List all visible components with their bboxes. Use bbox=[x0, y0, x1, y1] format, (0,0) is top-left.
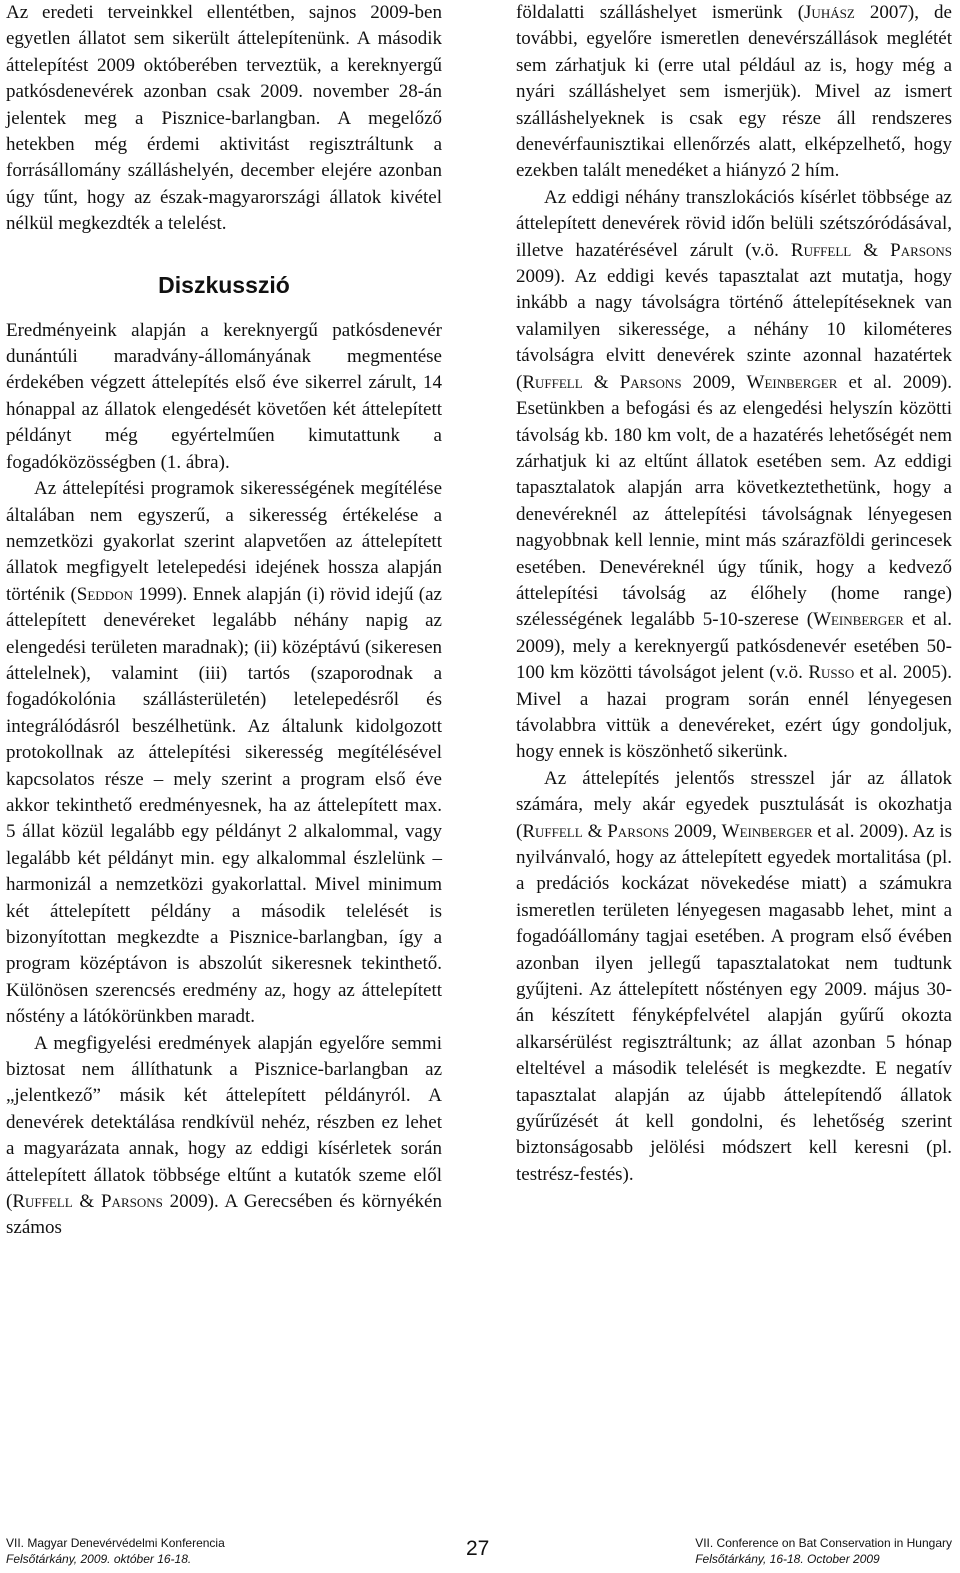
author-reference: Ruffell bbox=[790, 239, 852, 261]
discussion-paragraph-2 bbox=[6, 476, 442, 1031]
page-footer bbox=[0, 1535, 960, 1573]
text-run: 2009). A Gerecsében és környékén számos bbox=[6, 1191, 442, 1239]
translocation-paragraph bbox=[516, 185, 952, 766]
footer-date-hu-text: Felsőtárkány, 2009. október 16-18. bbox=[6, 1552, 192, 1566]
text-run: 2009). Az eddigi kevés tapasztalat azt mutatja, hogy inkább a nagy távolságra történő áttelepítéseknek van valamilyen sikeressége, a néhány 10 kilométeres távolságra elvitt denevérek szinte azonnal hazatértek ( bbox=[516, 266, 952, 393]
footer-conference-hu: VII. Magyar Denevérvédelmi Konferencia bbox=[6, 1536, 225, 1550]
text-run: Az eddigi néhány transzlokációs kísérlet többsége az áttelepített denevérek rövid időn belüli szétszóródásával, illetve hazatérésével zárult (v.ö. bbox=[516, 186, 952, 261]
text-run: földalatti szálláshelyet ismerünk ( bbox=[516, 2, 805, 23]
text-run: 2009, bbox=[669, 820, 722, 842]
author-reference: Juhász bbox=[804, 2, 855, 23]
text-run: & bbox=[582, 820, 608, 842]
author-reference: Weinberger bbox=[721, 820, 813, 842]
text-run: A megfigyelési eredmények alapján egyelőre semmi biztosat nem állíthatunk a Pisznice-barlangban az „jelentkező” másik két áttelepített példányról. A denevérek detektálása rendkívül nehéz, részben ez lehet a magyarázata annak, hogy az eddigi kísérletek során áttelepített állatok többsége eltűnt a kutatók szeme elől ( bbox=[6, 1032, 442, 1213]
continued-paragraph bbox=[516, 0, 952, 185]
author-reference: Parsons bbox=[619, 371, 682, 393]
text-run: et al. 2005). Mivel a hazai program során ennél lényegesen távolabbra vittük a denevéreket, ezért úgy gondoljuk, hogy ennek is köszönhető sikerünk. bbox=[516, 662, 952, 763]
author-reference: Russo bbox=[808, 662, 855, 684]
author-reference: Parsons bbox=[607, 820, 670, 842]
text-run: Az áttelepítés jelentős stresszel jár az állatok számára, mely akár egyedek pusztulását is okozhatja ( bbox=[516, 767, 952, 842]
author-reference: Ruffell bbox=[522, 820, 583, 842]
author-reference: Ruffell bbox=[522, 371, 583, 393]
page-number: 27 bbox=[466, 1537, 490, 1560]
footer-date-en-text: Felsőtárkány, 16-18. October 2009 bbox=[695, 1552, 880, 1566]
text-run: et al. 2009). Az is nyilvánvaló, hogy az áttelepített egyedek mortalitása (pl. a predációs kockázat növekedése miatt) a számukra ismeretlen területen lényegesen magasabb lehet, mint a fogadóállomány tagjai esetében. A program első évében azonban ilyen jellegű tapasztalatokat nem tudtunk gyűjteni. Az áttelepített nőstényen egy 2009. május 30-án készített fényképfelvétel alapján gyűrű okozta alkarsérülést regisztráltunk; az állat azonban 5 hónap elteltével a második telelését is megkezdte. E negatív tapasztalat alapján az újabb áttelepítendő állatok gyűrűzését át kell gondolni, és lehetőség szerint biztonságosabb jelölési módszert kell keresni (pl. testrész-festés). bbox=[516, 820, 952, 1185]
text-run: 2007), de további, egyelőre ismeretlen denevérszállások meglétét sem zárhatjuk ki (erre utal például az is, hogy még a nyári szálláshelyet sem ismerjük). Mivel az ismert szálláshelyeknek is csak egy része áll rendszeres denevérfaunisztikai ellenőrzés alatt, elképzelhető, hogy ezekben talált menedéket a hiányzó 2 hím. bbox=[516, 2, 952, 182]
text-run: & bbox=[851, 239, 891, 261]
text-run: 2009, bbox=[681, 371, 747, 393]
footer-conference-en: VII. Conference on Bat Conservation in Hungary bbox=[695, 1536, 952, 1550]
author-reference: Ruffell bbox=[12, 1191, 73, 1213]
footer-date-hu bbox=[6, 1551, 225, 1567]
footer-date-en bbox=[695, 1551, 952, 1567]
author-reference: Weinberger bbox=[813, 609, 904, 631]
author-reference: Seddon bbox=[76, 583, 133, 605]
section-heading-discussion: Diszkusszió bbox=[158, 271, 290, 298]
footer-right bbox=[695, 1535, 952, 1567]
discussion-paragraph-1: Eredményeink alapján a kereknyergű patkósdenevér dunántúli maradvány-állományának megmentése érdekében végzett áttelepítés első éve sikerrel zárult, 14 hónappal az állatok elengedését követően két áttelepített példányt még egyértelműen kimutattunk a fogadóközösségben (1. ábra). bbox=[6, 319, 442, 473]
stress-paragraph bbox=[516, 766, 952, 1189]
text-run: et al. 2009), mely a kereknyergű patkósdenevér esetében 50-100 km közötti távolságot jelent (v.ö. bbox=[516, 609, 952, 684]
text-run: Az áttelepítési programok sikerességének megítélése általában nem egyszerű, a sikeresség értékelése a nemzetközi gyakorlat szerint alapvetően az áttelepített állatok megfigyelt letelepedési idejének hossza alapján történik ( bbox=[6, 478, 442, 605]
text-run: & bbox=[582, 371, 620, 393]
text-run: & bbox=[72, 1191, 101, 1213]
author-reference: Weinberger bbox=[746, 371, 838, 393]
discussion-paragraph-3 bbox=[6, 1031, 442, 1242]
right-column bbox=[516, 0, 952, 1188]
left-column bbox=[6, 0, 442, 1242]
author-reference: Parsons bbox=[890, 239, 953, 261]
intro-paragraph: Az eredeti terveinkkel ellentétben, sajnos 2009-ben egyetlen állatot sem sikerült áttelepítenünk. A második áttelepítést 2009 októberében terveztük, a kereknyergű patkósdenevérek azonban csak 2009. november 28-án jelentek meg a Pisznice-barlangban. A megelőző hetekben még érdemi aktivitást regisztráltunk a forrásállomány szálláshelyén, december elejére azonban úgy tűnt, hogy az észak-magyarországi állatok kivétel nélkül megkezdték a telelést. bbox=[6, 2, 442, 235]
footer-left bbox=[6, 1535, 225, 1567]
text-run: 1999). Ennek alapján (i) rövid idejű (az áttelepített denevéreket legalább néhány napig az elengedési területen maradnak); (ii) középtávú (sikeresen áttelelnek), valamint (iii) tartós (szaporodnak a fogadókolónia szállásterületén) letelepedésről és integrálódásról beszélhetünk. Az általunk kidolgozott protokollnak az áttelepítési sikeresség megítélésével kapcsolatos része – mely szerint a program első éve akkor tekinthető eredményesnek, ha az áttelepített max. 5 állat közül legalább egy példányt 2 alkalommal, vagy legalább két példányt min. egy alkalommal észlelünk – harmonizál a nemzetközi gyakorlattal. Mivel minimum két áttelepített példány a második telelését is bizonyítottan megkezdte a Pisznice-barlangban, így a program középtávon is abszolút sikeresnek tekinthető. Különösen szerencsés eredmény az, hogy az áttelepített nőstény a látókörünkben maradt. bbox=[6, 583, 442, 1028]
author-reference: Parsons bbox=[100, 1191, 163, 1213]
text-run: et al. 2009). Esetünkben a befogási és az elengedési helyszín közötti távolság kb. 180 km volt, de a hazatérés lehetőségét nem zárhatjuk ki az eltűnt állatok esetében sem. Az eddigi tapasztalatok alapján arra következtethetünk, hogy a denevéreknél az áttelepítési távolságnak lényegesen nagyobbnak kell lennie, mint más szárazföldi gerincesek esetében. Denevéreknél úgy tűnik, hogy a kedvező áttelepítési távolság az élőhely (home range) szélességének legalább 5-10-szerese ( bbox=[516, 371, 953, 631]
